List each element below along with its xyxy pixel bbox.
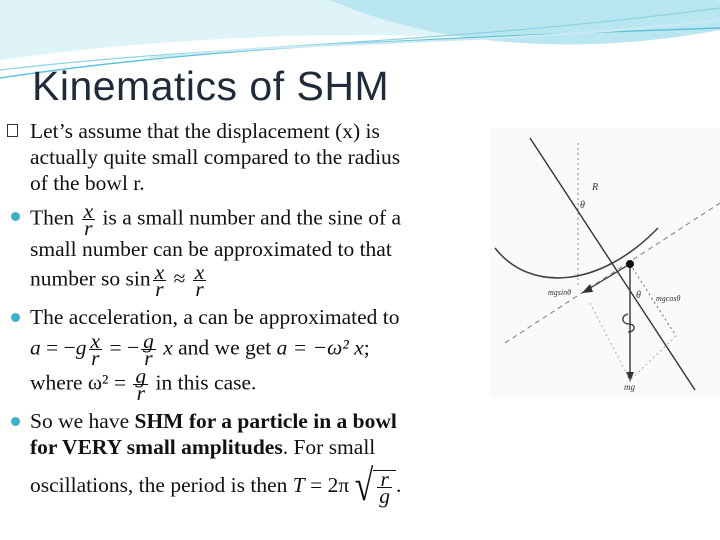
fraction-den: r [155, 277, 164, 301]
var-g: g [75, 335, 87, 360]
fraction-num: x [154, 260, 165, 284]
fraction-x-over-r [153, 260, 167, 301]
bullet-text-line [30, 260, 488, 301]
label-mgcos: mgcosθ [656, 294, 681, 303]
fraction-num: x [90, 329, 101, 353]
bullet-small-number [10, 199, 488, 301]
bullet-text: actually quite small compared to the radius [30, 145, 401, 169]
fraction-g-over-r [133, 364, 148, 405]
text: oscillations, the period is then [30, 472, 293, 497]
fraction-den: r [144, 346, 153, 370]
fraction-x-over-r [82, 199, 96, 240]
text: in this case. [150, 370, 257, 395]
bullet-dot-icon [11, 313, 20, 322]
equation-line [30, 462, 488, 511]
var-a: a [30, 335, 41, 360]
text: and we get [172, 335, 277, 360]
text: number so sin [30, 266, 151, 291]
bullet-assume [10, 118, 488, 196]
fraction-x-over-r [89, 329, 103, 370]
radical-sign: √ [354, 462, 374, 511]
bullet-acceleration [10, 304, 488, 405]
text: So we have [30, 409, 135, 433]
diagram-background [490, 128, 720, 398]
fraction-den: g [379, 484, 390, 508]
equation-line [30, 364, 488, 405]
bullet-text-line [30, 434, 488, 460]
bullet-text: Let’s assume that the displacement (x) is [30, 119, 380, 143]
bullet-dot-icon [11, 212, 20, 221]
fraction-num: x [194, 260, 205, 284]
text: where ω² = [30, 370, 132, 395]
bullet-text-line [30, 199, 488, 240]
label-theta-bottom: θ [636, 290, 641, 301]
radicand [373, 467, 396, 508]
text: = 2π [304, 472, 350, 497]
bullet-text: The acceleration, a can be approximated to [30, 305, 400, 329]
approx-symbol: ≈ [168, 266, 191, 291]
text: . [396, 472, 402, 497]
var-x: x [157, 335, 173, 360]
fraction-r-over-g [377, 467, 392, 508]
fraction-num: r [377, 471, 392, 488]
fraction-x-over-r [193, 260, 207, 301]
text: = − [40, 335, 76, 360]
equation-line [30, 329, 488, 370]
bullet-text: of the bowl r. [30, 171, 145, 195]
fraction-den: r [84, 216, 93, 240]
fraction-g-over-r [141, 329, 156, 370]
particle [626, 260, 634, 268]
bullet-dot-icon [11, 417, 20, 426]
label-R: R [592, 182, 599, 193]
missing-glyph-icon [7, 124, 18, 137]
fraction-den: r [195, 277, 204, 301]
bold-text: for VERY small amplitudes [30, 435, 283, 459]
fraction-num: g [135, 364, 147, 388]
bullet-text: small number can be approximated to that [30, 237, 392, 261]
text: is a small number and the sine of a [97, 205, 402, 230]
bullet-text-line [30, 408, 488, 434]
equation-shm: a = −ω² x [276, 335, 364, 360]
label-mgsin: mgsinθ [548, 288, 572, 297]
text: ; [363, 335, 370, 360]
label-mg: mg [624, 382, 635, 392]
bullet-conclusion [10, 408, 488, 511]
fraction-den: r [136, 381, 145, 405]
text: . For small [282, 435, 376, 459]
bullet-list [10, 118, 488, 511]
fraction-num: x [83, 199, 94, 223]
label-theta-top: θ [580, 200, 585, 211]
text: Then [30, 205, 80, 230]
fraction-den: r [91, 346, 100, 370]
page-title: Kinematics of SHM [32, 63, 390, 109]
var-T: T [292, 472, 305, 497]
fraction-num: g [143, 329, 154, 353]
text: = − [104, 335, 140, 360]
bowl-force-diagram [490, 128, 720, 398]
square-root [354, 462, 396, 511]
bold-text: SHM for a particle in a bowl [134, 409, 397, 433]
